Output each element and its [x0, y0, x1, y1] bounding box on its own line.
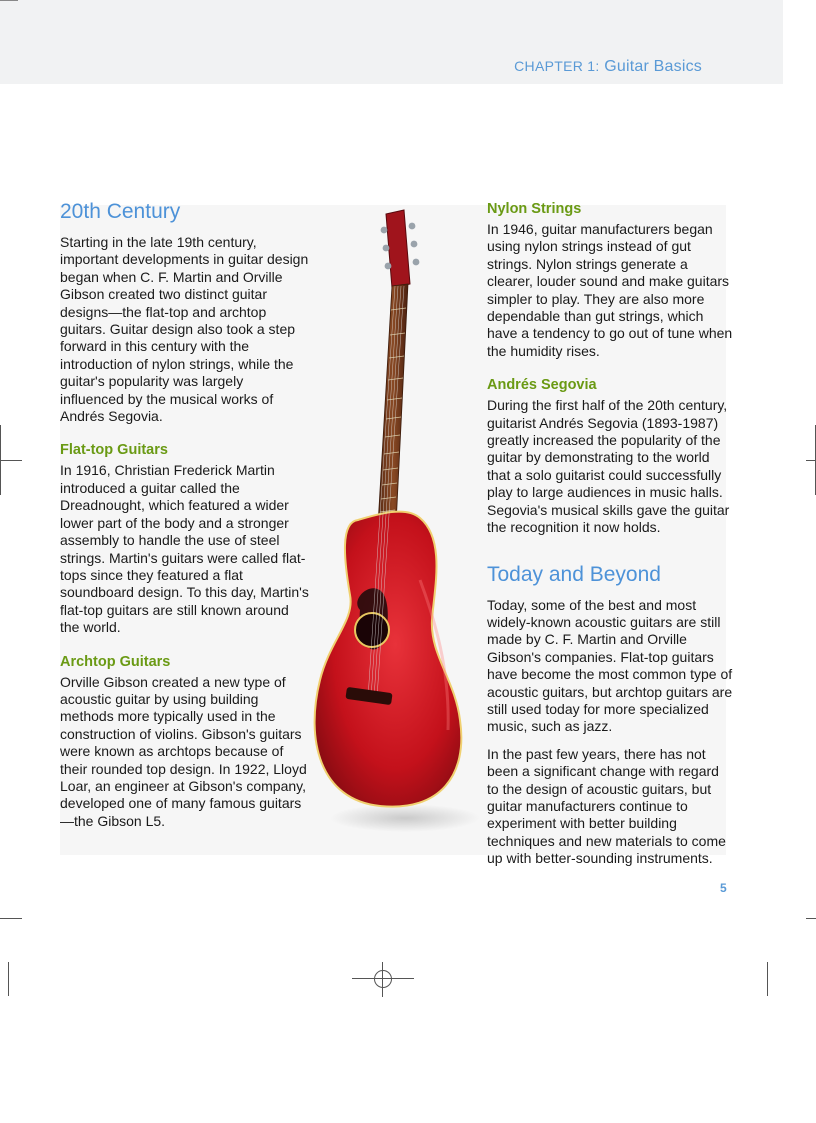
section-title-today-and-beyond: Today and Beyond [487, 562, 661, 586]
today-paragraph-2: In the past few years, there has not been a significant change with regard to the design of acoustic guitars, but guitar manufacturers continue to experiment with better building techniques and new materials to come up with better-sounding instruments. [487, 745, 726, 867]
acoustic-guitar-icon [300, 200, 480, 840]
registration-mark-circle [374, 970, 392, 988]
today-paragraph-1: Today, some of the best and most widely-known acoustic guitars are still made by C. F. Martin and Orville Gibson's companies. Flat-top guitars have become the most common type of acoustic guitars, but archtop guitars are still used today for more specialized music, such as jazz. [487, 596, 733, 735]
flat-top-paragraph: In 1916, Christian Frederick Martin introduced a guitar called the Dreadnought, which featured a wider lower part of the body and a stronger assembly to handle the use of steel strings. Martin's guitars were called flat-tops since they featured a flat soundboard design. To this day, Martin's flat-top guitars are still known around the world. [60, 462, 309, 636]
chapter-title: Guitar Basics [604, 58, 702, 75]
trim-mark-bottom-left [0, 918, 22, 919]
acoustic-guitar-illustration [300, 200, 480, 840]
subheading-archtop: Archtop Guitars [60, 653, 171, 670]
crop-mark-top [0, 0, 18, 1]
crop-mark-bottom-right [767, 962, 768, 996]
trim-mark-bottom-right [806, 918, 816, 919]
subheading-flat-top: Flat-top Guitars [60, 442, 168, 459]
intro-paragraph: Starting in the late 19th century, important developments in guitar design began when C. F. Martin and Orville Gibson created two distinct guitar designs—the flat-top and archtop guitars. Guitar design also took a step forward in this century with the introduction of nylon strings, while the guitar's popularity was largely influenced by the musical works of Andrés Segovia. [60, 234, 309, 425]
crop-mark-bottom-left [8, 962, 9, 996]
running-head [514, 58, 702, 76]
section-title-20th-century: 20th Century [60, 200, 181, 223]
segovia-paragraph: During the first half of the 20th century, guitarist Andrés Segovia (1893-1987) greatly increased the popularity of the guitar by demonstrating to the world that a solo guitarist could successfully play to large audiences in music halls. Segovia's musical skills gave the guitar the recognition it now holds. [487, 397, 730, 536]
crop-mark-left-h [0, 460, 22, 461]
left-column [60, 200, 310, 846]
crop-mark-right-h [806, 460, 816, 461]
subheading-nylon-strings: Nylon Strings [487, 201, 582, 217]
right-column [487, 200, 733, 884]
chapter-label: CHAPTER 1: [514, 58, 600, 74]
nylon-paragraph: In 1946, guitar manufacturers began using nylon strings instead of gut strings. Nylon strings generate a clearer, louder sound and make guitars simpler to play. They are also more dependable than gut strings, which have a tendency to go out of tune when the humidity rises. [487, 221, 733, 359]
subheading-andres-segovia: Andrés Segovia [487, 377, 597, 394]
page-number: 5 [720, 881, 727, 895]
archtop-paragraph: Orville Gibson created a new type of acoustic guitar by using building methods more typically used in the construction of violins. Gibson's guitars were known as archtops because of their rounded top design. In 1922, Lloyd Loar, an engineer at Gibson's company, developed one of many famous guitars—the Gibson L5. [60, 673, 307, 829]
